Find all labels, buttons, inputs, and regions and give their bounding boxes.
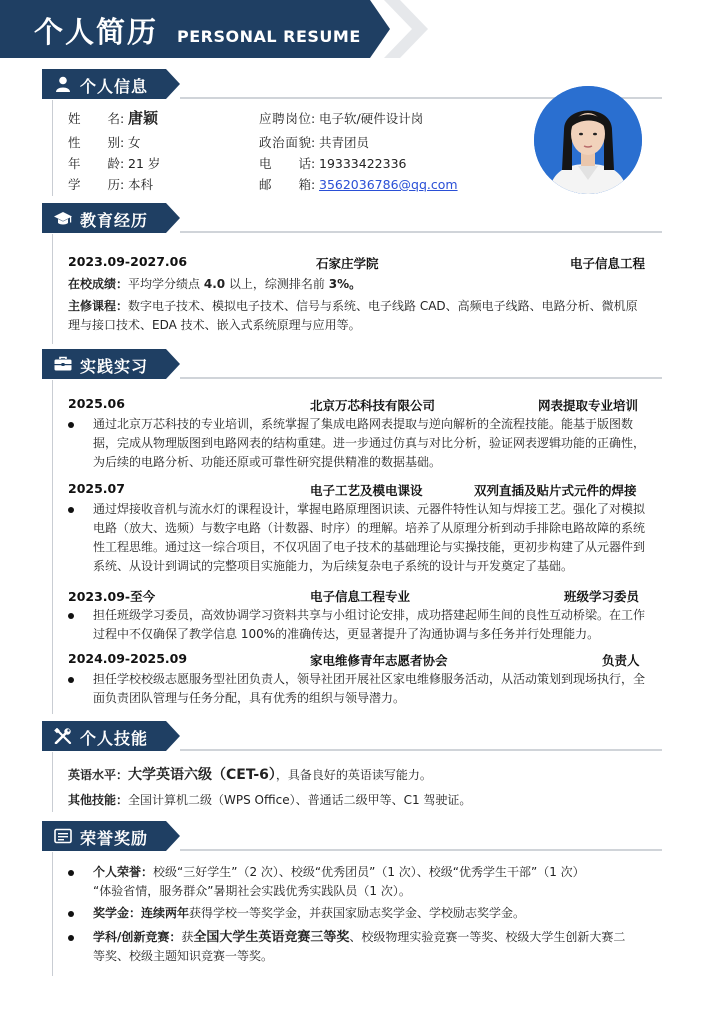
header-banner <box>0 0 420 58</box>
certificate-icon <box>54 828 72 844</box>
section-title-skills: 个人技能 <box>80 729 149 748</box>
bullet <box>68 422 74 428</box>
info-email: 邮 箱: 3562036786@qq.com <box>259 177 458 192</box>
avatar-photo <box>534 86 642 194</box>
person-icon <box>54 76 72 92</box>
section-title-personal: 个人信息 <box>80 77 149 96</box>
section-header-education <box>42 203 662 233</box>
practice-description: 通过北京万芯科技的专业培训，系统掌握了集成电路网表提取与逆向解析的全流程技能。能基于版图数 据，完成从物理版图到电路网表的结构重建。进一步通过仿真与对比分析，验证网表逻辑功能的正确性， 为后续的电路分析、功能还原或可靠性研究提供精准的数据基础。 <box>93 417 646 469</box>
info-political: 政治面貌: 共青团员 <box>259 135 370 150</box>
graduation-cap-icon <box>54 210 72 226</box>
section-title-practice: 实践实习 <box>80 357 149 376</box>
bullet <box>68 613 74 619</box>
info-age: 年 龄: 21 岁 <box>68 156 161 171</box>
bullet <box>68 870 74 876</box>
practice-description: 担任学校校级志愿服务型社团负责人，领导社团开展社区家电维修服务活动，从活动策划到现场执行，全 面负责团队管理与任务分配，具有优秀的组织与领导潜力。 <box>93 672 646 705</box>
skill-english: 英语水平：大学英语六级（CET-6），具备良好的英语读写能力。 <box>68 767 432 783</box>
briefcase-icon <box>54 356 72 372</box>
tools-icon <box>54 728 72 744</box>
section-header-honors <box>42 821 662 851</box>
info-phone: 电 话: 19333422336 <box>259 156 407 171</box>
bullet <box>68 935 74 941</box>
honor-personal: 个人荣誉：校级“三好学生”（2 次）、校级“优秀团员”（1 次）、校级“优秀学生干部”（1 次） “体验省情，服务群众”暑期社会实践优秀实践队员（1 次）。 <box>93 865 585 898</box>
resume-title: 个人简历 <box>34 15 159 49</box>
section-title-honors: 荣誉奖励 <box>80 829 149 848</box>
education-entry-header <box>68 254 650 270</box>
practice-entry-header: 2023.09-至今 电子信息工程专业 班级学习委员 <box>68 589 640 604</box>
section-header-practice <box>42 349 662 379</box>
email-link[interactable]: 3562036786@qq.com <box>319 177 458 192</box>
practice-description: 通过焊接收音机与流水灯的课程设计，掌握电路原理图识读、元器件特性认知与焊接工艺。强化了对模拟 电路（放大、选频）与数字电路（计数器、时序）的理解。培养了从原理分析到动手排除电路故障的系统 性工程思维。通过这一综合项目，不仅巩固了电子技术的基础理论与实操技能，更初步构建了从元器件到 系统、从设计到调试的完整项目实施能力，为后续复杂电子系统的设计与开发奠定了基础。 <box>93 502 646 573</box>
practice-entry-header: 2025.06 北京万芯科技有限公司 网表提取专业培训 <box>68 396 639 413</box>
info-name: 姓 名: 唐颖 <box>68 109 159 127</box>
resume-title-english: PERSONAL RESUME <box>177 27 361 46</box>
education-major: 电子信息工程 <box>570 256 646 271</box>
info-gender: 性 别: 女 <box>68 135 141 150</box>
practice-description: 担任班级学习委员，高效协调学习资料共享与小组讨论安排，成功搭建起师生间的良性互动桥梁。在工作 过程中不仅确保了教学信息 100%的准确传达，更显著提升了沟通协调与多任务并行处理能力。 <box>93 608 646 641</box>
section-header-skills <box>42 721 662 751</box>
education-school: 石家庄学院 <box>316 256 379 271</box>
info-position: 应聘岗位: 电子软/硬件设计岗 <box>259 111 424 126</box>
bullet <box>68 507 74 513</box>
practice-entry-header: 2024.09-2025.09 家电维修青年志愿者协会 负责人 <box>68 651 640 668</box>
honor-academic: 学科/创新竞赛：获全国大学生英语竞赛三等奖、校级物理实验竞赛一等奖、校级大学生创新大赛二 等奖、校级主题知识竞赛一等奖。 <box>93 930 626 963</box>
honor-scholarship: 奖学金：连续两年获得学校一等奖学金，并获国家励志奖学金、学校励志奖学金。 <box>93 906 526 920</box>
practice-entry-header: 电子工艺及模电课设 2025.07 双列直插及贴片式元件的焊接 <box>68 481 637 498</box>
bullet <box>68 911 74 917</box>
section-title-education: 教育经历 <box>80 211 149 230</box>
name-value: 唐颖 <box>128 109 159 127</box>
skill-other: 其他技能：全国计算机二级（WPS Office）、普通话二级甲等、C1 驾驶证。 <box>68 793 472 807</box>
education-grades: 在校成绩：平均学分绩点 4.0 以上，综测排名前 3%。 <box>68 277 362 291</box>
bullet <box>68 677 74 683</box>
portrait-illustration <box>534 86 642 194</box>
header-banner-chevron <box>384 0 430 58</box>
info-degree: 学 历: 本科 <box>68 177 154 192</box>
education-period: 2023.09-2027.06 <box>68 254 188 269</box>
education-courses: 主修课程：数字电子技术、模拟电子技术、信号与系统、电子线路 CAD、高频电子线路、电路分析、微机原 理与接口技术、EDA 技术、嵌入式系统原理与应用等。 <box>68 299 638 332</box>
